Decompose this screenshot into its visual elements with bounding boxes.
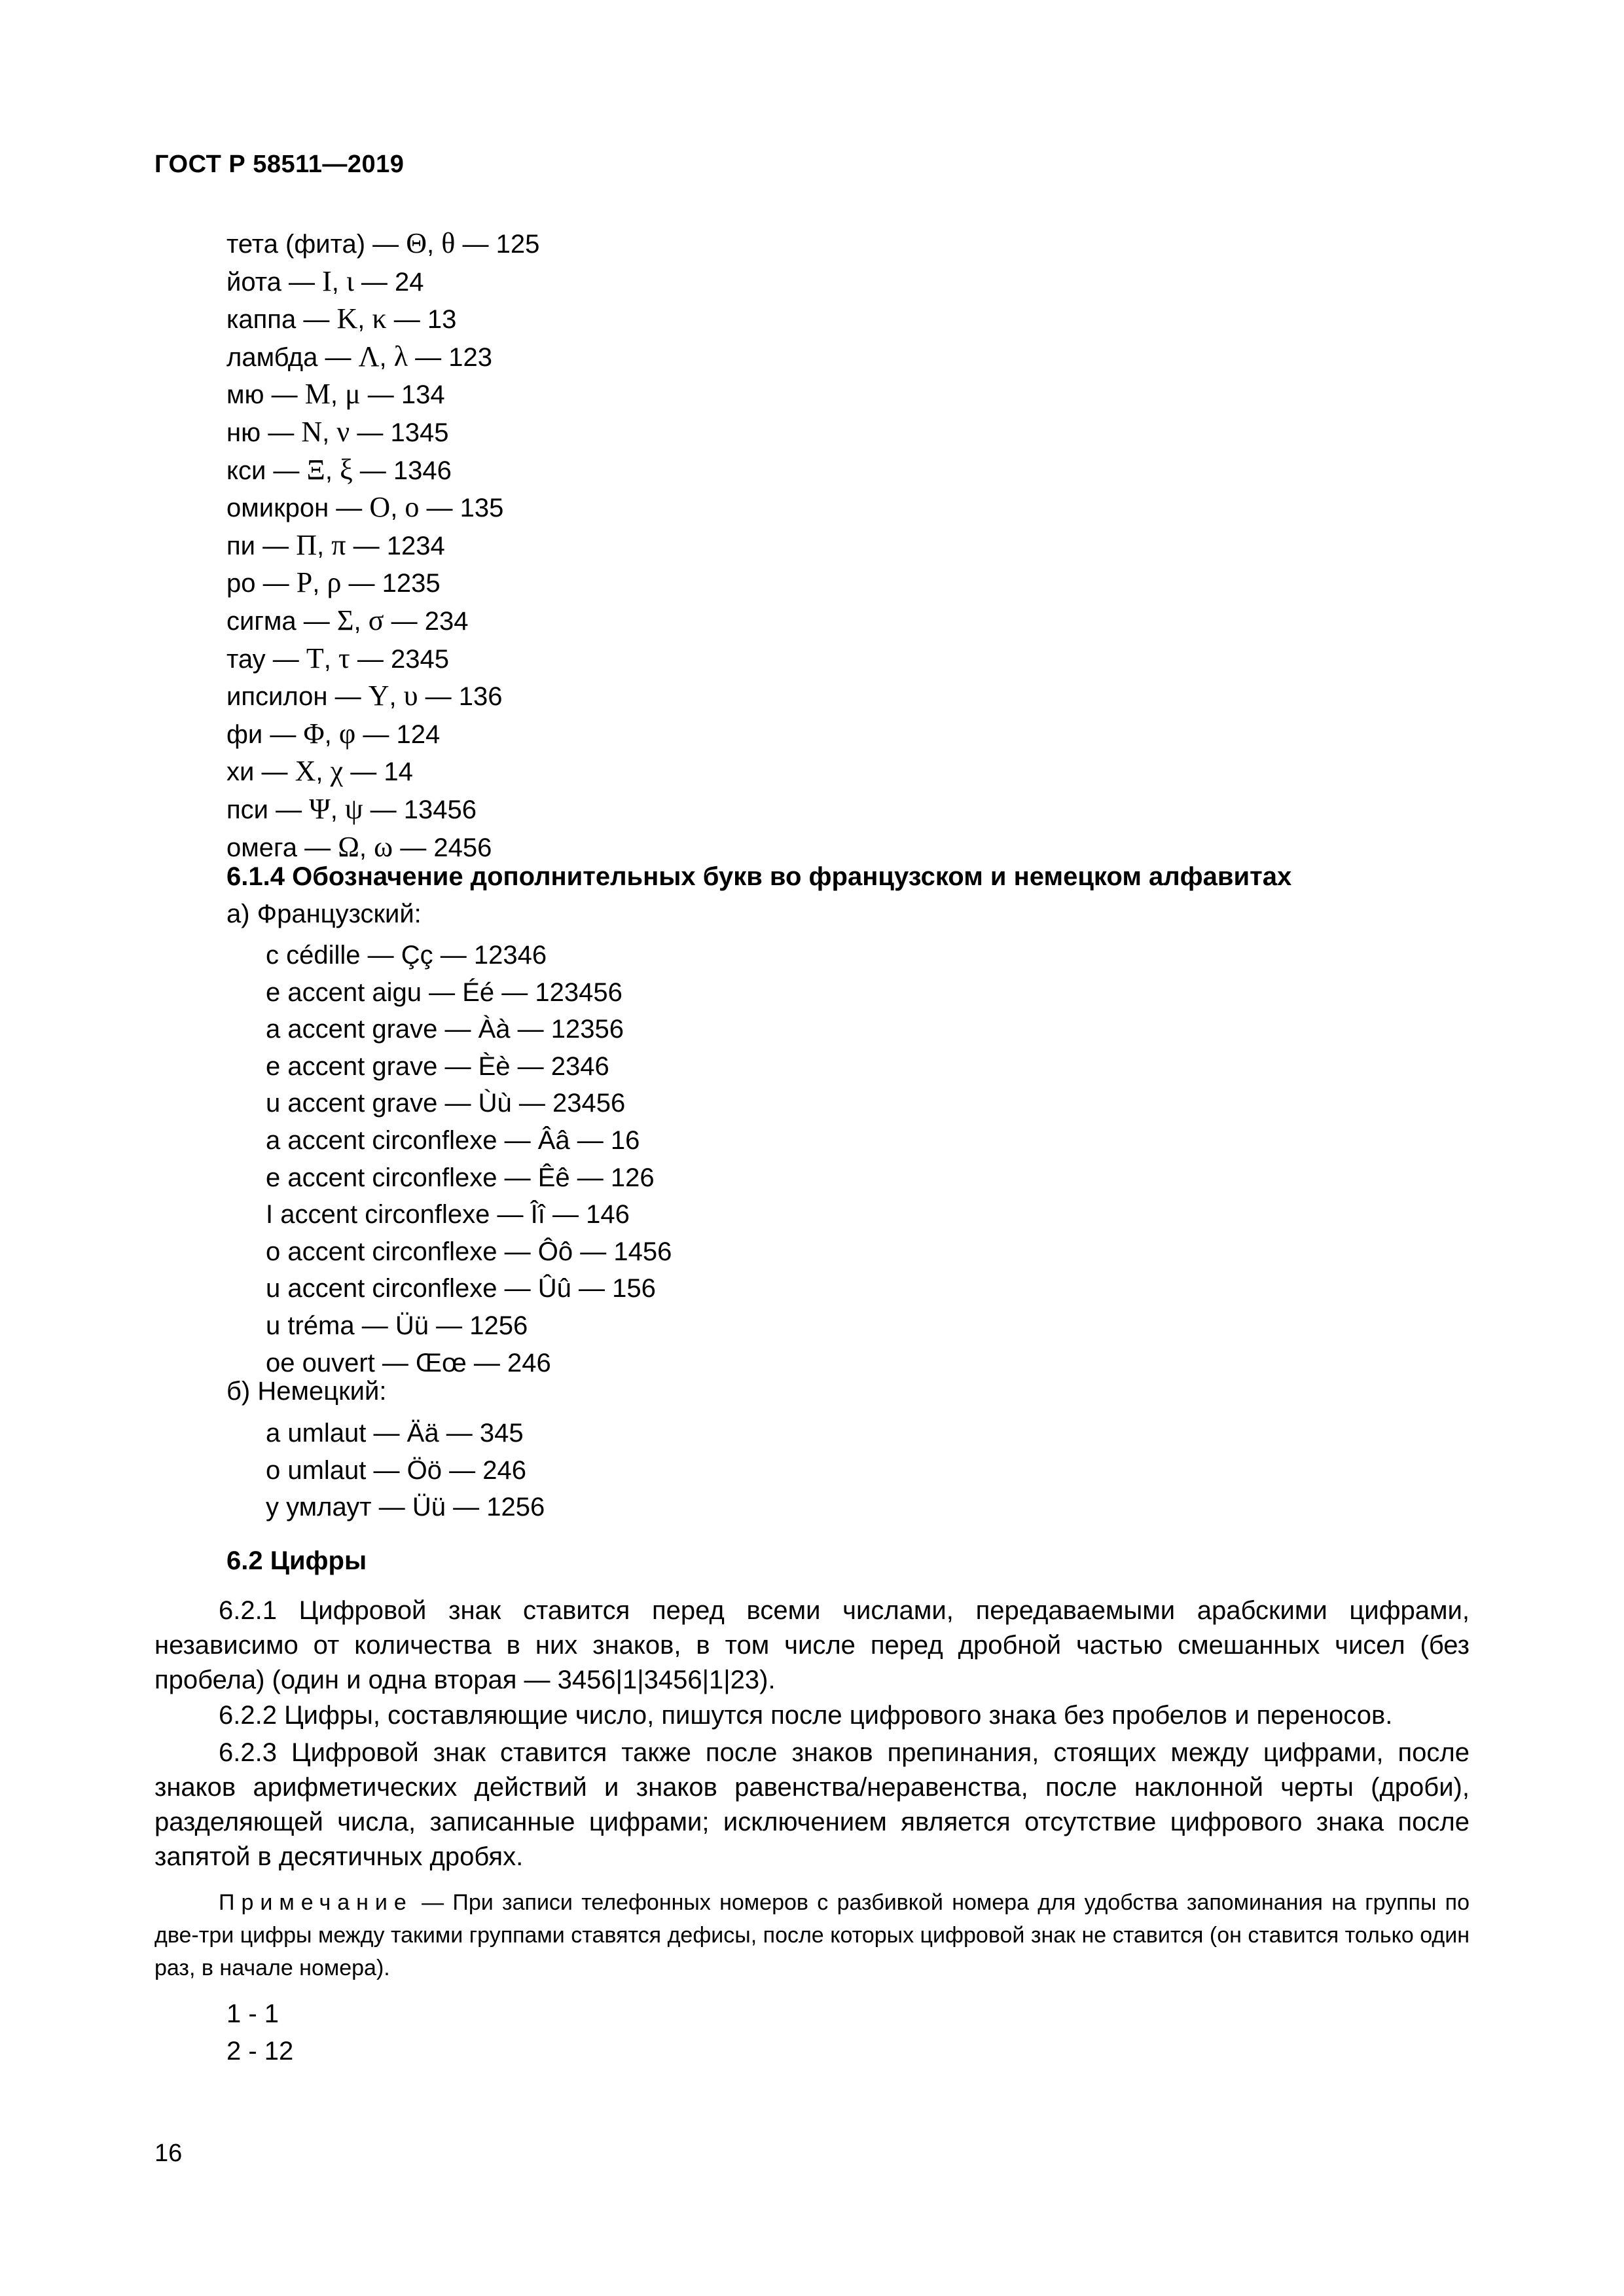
letter-name: фи [226,720,263,749]
letter-name: u accent grave [266,1089,438,1118]
greek-lowercase: υ [403,680,418,712]
greek-uppercase: I [322,264,332,297]
greek-lowercase: ι [346,264,354,297]
greek-lowercase: κ [372,302,387,335]
letter-name: c cédille [266,941,361,970]
letter-name: a umlaut [266,1419,367,1448]
greek-letter-row: омикрон — O, ο — 135 [226,491,504,524]
greek-lowercase: π [331,528,346,561]
letter-name: ню [226,418,261,447]
french-letters-list [266,937,672,1381]
greek-letter-row: тау — T, τ — 2345 [226,642,449,674]
greek-lowercase: ρ [327,566,342,599]
letter-name: e accent grave [266,1051,438,1081]
german-letters-list [266,1415,545,1526]
greek-lowercase: ο [405,491,420,524]
letter-name: ламбда [226,342,318,372]
greek-uppercase: Ψ [309,792,331,825]
phone-examples-list [226,1995,293,2069]
greek-letter-row: ню — N, ν — 1345 [226,415,449,448]
paragraph-6-2-3: 6.2.3 Цифровой знак ставится также после знаков препинания, стоящих между цифрами, после знаков арифметических действий и знаков равенства/неравенства, после наклонной черты (дроби), разделяющей числа, записанные цифрами; исключением является отсутствие цифрового знака после запятой в десятичных дробях. [154,1738,1470,1871]
greek-uppercase: Ξ [306,453,325,486]
letter-glyphs: Üü [395,1311,429,1340]
document-header-code: ГОСТ Р 58511—2019 [154,151,405,178]
letter-name: у умлаут [266,1493,372,1522]
braille-dots: 123456 [535,977,623,1007]
greek-letters-list [226,225,539,866]
braille-dots: 126 [610,1163,655,1192]
accent-letter-row: a accent grave — Àà — 12356 [266,1015,624,1044]
letter-glyphs: Œœ [416,1348,467,1377]
accent-letter-row: a accent circonflexe — Ââ — 16 [266,1125,640,1155]
letter-name: u accent circonflexe [266,1274,497,1303]
letter-name: e accent aigu [266,977,422,1007]
letter-glyphs: Îî [530,1200,545,1230]
accent-letter-row: oe ouvert — Œœ — 246 [266,1348,551,1377]
greek-uppercase: M [304,378,331,410]
section-6-2-heading: 6.2 Цифры [226,1546,367,1575]
greek-lowercase: τ [338,642,350,674]
french-label: а) Французский: [226,900,422,928]
greek-uppercase: Σ [336,604,354,636]
note-label: Примечание [219,1890,413,1915]
greek-letter-row: тета (фита) — Θ, θ — 125 [226,227,540,259]
accent-letter-row: у умлаут — Üü — 1256 [266,1493,545,1522]
letter-name: йота [226,267,281,297]
letter-glyphs: Ôô [537,1237,573,1266]
letter-glyphs: Êê [537,1163,570,1192]
braille-dots: 2456 [433,833,492,862]
accent-letter-row: u accent grave — Ùù — 23456 [266,1089,626,1118]
letter-glyphs: Éé [462,977,495,1007]
letter-name: u tréma [266,1311,355,1340]
letter-name: омега [226,833,297,862]
greek-lowercase: ω [374,830,393,863]
greek-letter-row: йота — I, ι — 24 [226,264,424,297]
paragraph-6-2-1: 6.2.1 Цифровой знак ставится перед всеми числами, передаваемыми арабскими цифрами, независимо от количества в них знаков, в том числе перед дробной частью смешанных чисел (без пробела) (один и одна вторая — 3456|1|3456|1|23). [154,1596,1470,1694]
braille-dots: 1346 [393,456,452,485]
braille-dots: 234 [424,606,469,636]
braille-dots: 156 [612,1274,656,1303]
braille-dots: 246 [507,1348,551,1377]
braille-dots: 134 [401,380,445,410]
greek-letter-row: ипсилон — Y, υ — 136 [226,680,503,712]
greek-letter-row: пи — Π, π — 1234 [226,528,445,561]
letter-name: пси [226,795,269,824]
page-number: 16 [154,2140,183,2167]
accent-letter-row: e accent circonflexe — Êê — 126 [266,1163,655,1192]
letter-glyphs: Üü [412,1493,446,1522]
accent-letter-row: c cédille — Çç — 12346 [266,941,547,970]
greek-letter-row: омега — Ω, ω — 2456 [226,830,492,863]
braille-dots: 1256 [469,1311,528,1340]
letter-name: e accent circonflexe [266,1163,497,1192]
letter-name: каппа [226,305,297,335]
greek-uppercase: N [301,415,323,448]
letter-name: пи [226,531,256,560]
braille-dots: 246 [482,1455,526,1485]
braille-dots: 24 [395,267,424,297]
greek-letter-row: фи — Φ, φ — 124 [226,717,441,750]
letter-name: oe ouvert [266,1348,375,1377]
letter-name: мю [226,380,264,410]
braille-dots: 12346 [473,941,547,970]
greek-lowercase: θ [441,227,456,259]
letter-glyphs: Ää [406,1419,439,1448]
greek-letter-row: ламбда — Λ, λ — 123 [226,340,493,373]
letter-glyphs: Öö [406,1455,442,1485]
greek-uppercase: P [296,566,313,599]
letter-glyphs: Ùù [478,1089,512,1118]
greek-lowercase: μ [345,378,361,410]
braille-dots: 1256 [486,1493,545,1522]
braille-dots: 123 [448,342,493,372]
greek-letter-row: ро — P, ρ — 1235 [226,566,441,599]
greek-lowercase: ψ [344,792,363,825]
accent-letter-row: e accent grave — Èè — 2346 [266,1051,609,1081]
accent-letter-row: o umlaut — Öö — 246 [266,1455,526,1485]
accent-letter-row: o accent circonflexe — Ôô — 1456 [266,1237,672,1266]
accent-letter-row: e accent aigu — Éé — 123456 [266,977,623,1007]
letter-name: тета (фита) [226,230,366,259]
greek-lowercase: ν [336,415,350,448]
braille-dots: 345 [479,1419,524,1448]
greek-letter-row: кси — Ξ, ξ — 1346 [226,453,452,486]
accent-letter-row: u accent circonflexe — Ûû — 156 [266,1274,656,1303]
accent-letter-row: u tréma — Üü — 1256 [266,1311,528,1340]
letter-name: I accent circonflexe [266,1200,490,1230]
letter-name: o accent circonflexe [266,1237,497,1266]
letter-name: ро [226,569,256,598]
braille-dots: 2346 [550,1051,609,1081]
letter-name: o umlaut [266,1455,367,1485]
letter-name: хи [226,757,255,787]
braille-dots: 23456 [552,1089,626,1118]
braille-dots: 16 [610,1125,640,1155]
greek-uppercase: O [369,491,391,524]
greek-lowercase: σ [368,604,384,636]
greek-uppercase: T [306,642,324,674]
greek-uppercase: Ω [338,830,359,863]
german-label: б) Немецкий: [226,1377,387,1406]
note [154,1886,1470,1984]
braille-dots: 13456 [403,795,477,824]
letter-name: тау [226,644,266,674]
greek-uppercase: Π [296,528,317,561]
braille-dots: 1234 [386,531,445,560]
paragraph-6-2-2: 6.2.2 Цифры, составляющие число, пишутся после цифрового знака без пробелов и переносов. [219,1701,1393,1730]
braille-dots: 125 [496,230,540,259]
greek-letter-row: каппа — K, κ — 13 [226,302,457,335]
greek-lowercase: λ [393,340,408,373]
letter-name: a accent circonflexe [266,1125,497,1155]
phone-example: 1 - 1 [226,1999,280,2028]
greek-letter-row: пси — Ψ, ψ — 13456 [226,792,477,825]
greek-uppercase: Λ [358,340,380,373]
letter-name: ипсилон [226,682,328,712]
letter-name: омикрон [226,494,329,523]
braille-dots: 2345 [390,644,449,674]
braille-dots: 1235 [382,569,441,598]
note-text: — При записи телефонных номеров с разбивкой номера для удобства запоминания на группы по две-три цифры между такими группами ставятся дефисы, после которых цифровой знак не ставится (он ставится только один раз, в начале номера). [154,1890,1470,1980]
braille-dots: 1456 [613,1237,672,1266]
letter-name: сигма [226,606,297,636]
letter-name: кси [226,456,266,485]
letter-name: a accent grave [266,1015,438,1044]
greek-letter-row: хи — X, χ — 14 [226,755,413,788]
greek-uppercase: Θ [406,227,427,259]
letter-glyphs: Èè [478,1051,511,1081]
greek-lowercase: φ [338,717,356,750]
greek-uppercase: K [336,302,358,335]
braille-dots: 136 [458,682,503,712]
greek-lowercase: χ [330,755,344,788]
braille-dots: 135 [460,494,504,523]
letter-glyphs: Ûû [537,1274,571,1303]
accent-letter-row: I accent circonflexe — Îî — 146 [266,1200,630,1230]
braille-dots: 12356 [550,1015,624,1044]
braille-dots: 13 [427,305,457,335]
braille-dots: 1345 [390,418,449,447]
greek-letter-row: мю — M, μ — 134 [226,378,445,410]
phone-example: 2 - 12 [226,2036,294,2066]
section-6-1-4-heading: 6.1.4 Обозначение дополнительных букв во французском и немецком алфавитах [226,862,1292,891]
greek-uppercase: X [295,755,316,788]
greek-lowercase: ξ [340,453,353,486]
letter-glyphs: Àà [478,1015,511,1044]
braille-dots: 146 [586,1200,630,1230]
accent-letter-row: a umlaut — Ää — 345 [266,1419,524,1448]
greek-letter-row: сигма — Σ, σ — 234 [226,604,469,636]
letter-glyphs: Çç [401,941,433,970]
greek-uppercase: Y [368,680,389,712]
braille-dots: 14 [384,757,413,787]
letter-glyphs: Ââ [537,1125,570,1155]
braille-dots: 124 [396,720,441,749]
greek-uppercase: Φ [303,717,325,750]
